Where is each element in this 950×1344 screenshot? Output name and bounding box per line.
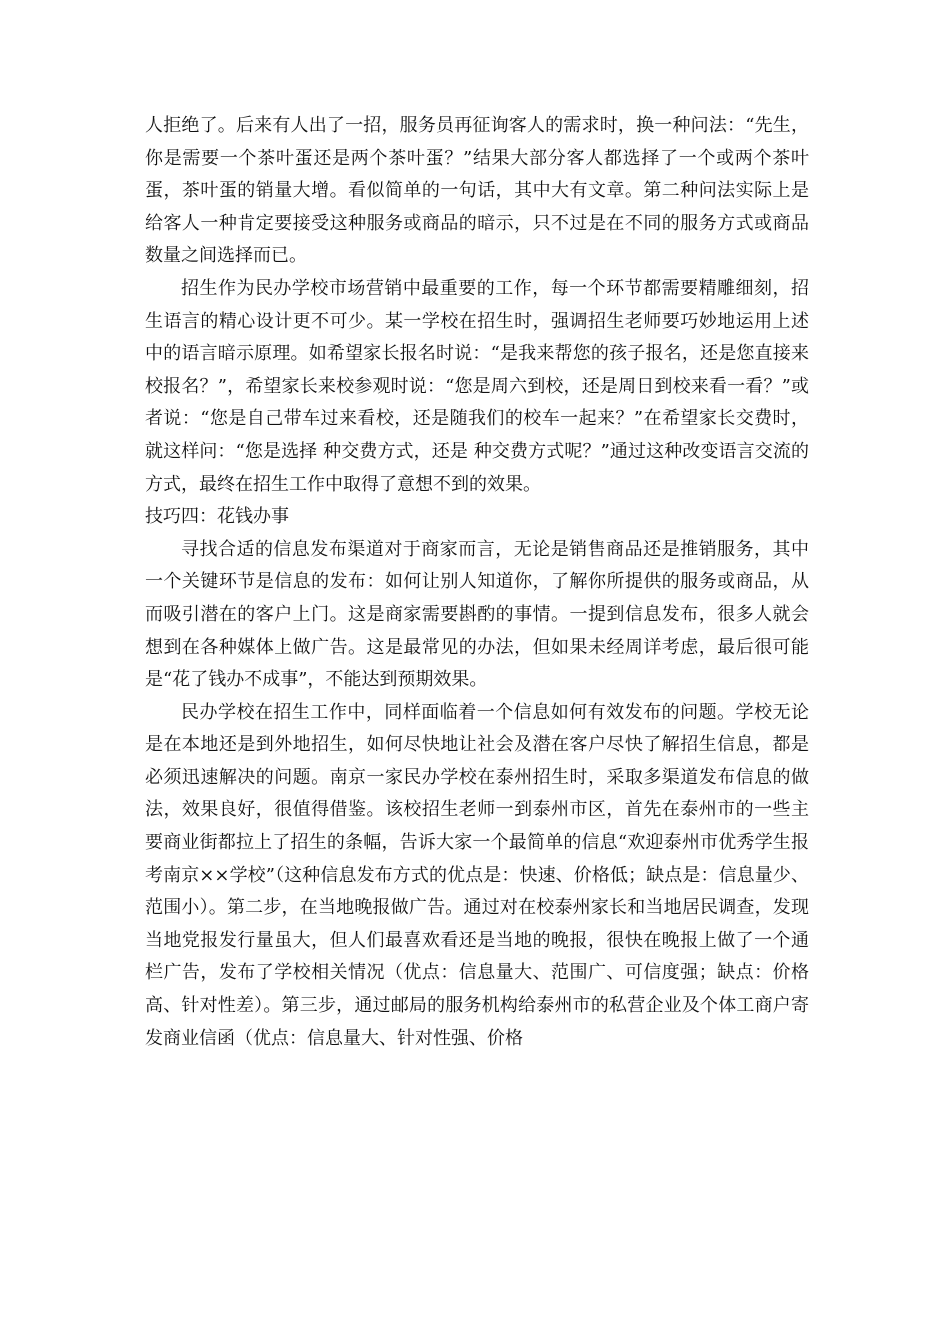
section-heading: 技巧四：花钱办事 <box>145 506 289 528</box>
paragraph-information-channels: 寻找合适的信息发布渠道对于商家而言，无论是销售商品还是推销服务，其中一个关键环节是信息的发布：如何让别人知道你，了解你所提供的服务或商品，从而吸引潜在的客户上门。这是商家需要斟酌的事情。一提到信息发布，很多人就会想到在各种媒体上做广告。这是最常见的办法，但如果未经周详考虑，最后很可能是“花了钱办不成事”，不能达到预期效果。 <box>145 538 809 691</box>
document-page <box>145 110 809 1055</box>
paragraph-nanjing-school-example: 民办学校在招生工作中，同样面临着一个信息如何有效发布的问题。学校无论是在本地还是到外地招生，如何尽快地让社会及潜在客户尽快了解招生信息，都是必须迅速解决的问题。南京一家民办学校在泰州招生时，采取多渠道发布信息的做法，效果良好，很值得借鉴。该校招生老师一到泰州市区，首先在泰州市的一些主要商业街都拉上了招生的条幅，告诉大家一个最简单的信息“欢迎泰州市优秀学生报考南京××学校”（这种信息发布方式的优点是：快速、价格低；缺点是：信息量少、范围小）。第二步，在当地晚报做广告。通过对在校泰州家长和当地居民调查，发现当地党报发行量虽大，但人们最喜欢看还是当地的晚报，很快在晚报上做了一个通栏广告，发布了学校相关情况（优点：信息量大、范围广、可信度强；缺点：价格高、针对性差）。第三步，通过邮局的服务机构给泰州市的私营企业及个体工商户寄发商业信函（优点：信息量大、针对性强、价格 <box>145 701 809 1049</box>
paragraph-continued: 人拒绝了。后来有人出了一招，服务员再征询客人的需求时，换一种问法：“先生，你是需要一个茶叶蛋还是两个茶叶蛋？”结果大部分客人都选择了一个或两个茶叶蛋，茶叶蛋的销量大增。看似简单的一句话，其中大有文章。第二种问法实际上是给客人一种肯定要接受这种服务或商品的暗示，只不过是在不同的服务方式或商品数量之间选择而已。 <box>145 115 809 267</box>
paragraph-enrollment-language: 招生作为民办学校市场营销中最重要的工作，每一个环节都需要精雕细刻，招生语言的精心设计更不可少。某一学校在招生时，强调招生老师要巧妙地运用上述中的语言暗示原理。如希望家长报名时说：“是我来帮您的孩子报名，还是您直接来校报名？”，希望家长来校参观时说：“您是周六到校，还是周日到校来看一看？”或者说：“您是自己带车过来看校，还是随我们的校车一起来？”在希望家长交费时，就这样问：“您是选择 种交费方式，还是 种交费方式呢？”通过这种改变语言交流的方式，最终在招生工作中取得了意想不到的效果。 <box>145 277 809 495</box>
